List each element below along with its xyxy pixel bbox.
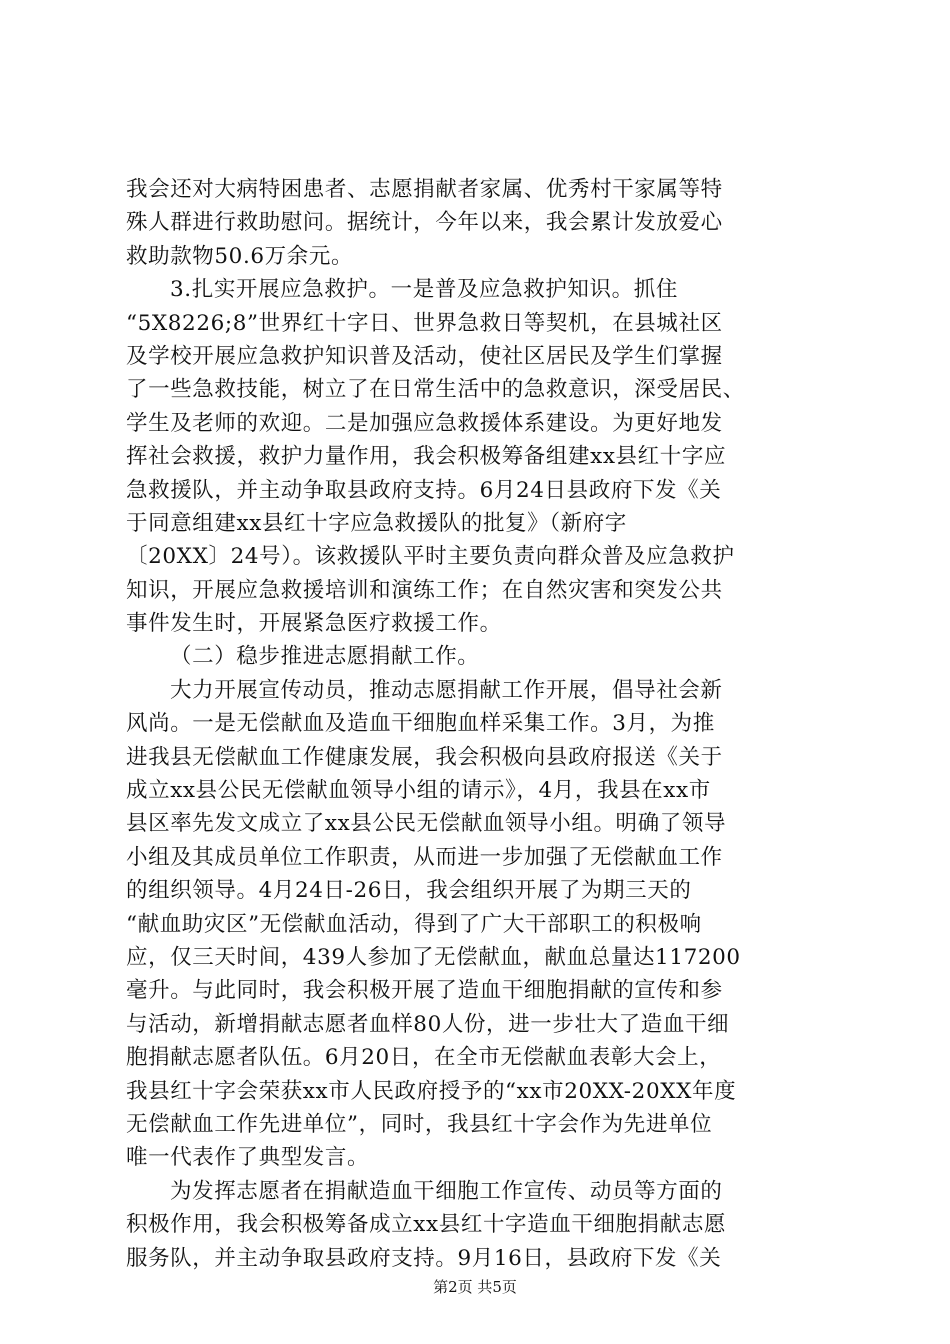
text-line: 成立xx县公民无偿献血领导小组的请示》，4月，我县在xx市 <box>126 778 711 804</box>
text-line: 无偿献血工作先进单位”，同时，我县红十字会作为先进单位 <box>126 1111 713 1137</box>
text-line: 的组织领导。4月24日-26日，我会组织开展了为期三天的 <box>126 878 692 904</box>
text-line: 我会还对大病特困患者、志愿捐献者家属、优秀村干家属等特 <box>126 177 723 202</box>
text-line: 县区率先发文成立了xx县公民无偿献血领导小组。明确了领导 <box>126 811 727 837</box>
text-line: 大力开展宣传动员，推动志愿捐献工作开展，倡导社会新 <box>170 677 723 703</box>
text-line: 殊人群进行救助慰问。据统计，今年以来，我会累计发放爱心 <box>126 210 723 236</box>
text-line: 了一些急救技能，树立了在日常生活中的急救意识，深受居民、 <box>126 377 745 403</box>
text-line: 积极作用，我会积极筹备成立xx县红十字造血干细胞捐献志愿 <box>126 1212 727 1238</box>
text-line: 3.扎实开展应急救护。一是普及应急救护知识。抓住 <box>170 277 678 303</box>
text-line: 唯一代表作了典型发言。 <box>126 1145 370 1171</box>
text-line: 风尚。一是无偿献血及造血干细胞血样采集工作。3月，为推 <box>126 711 715 737</box>
text-line: 毫升。与此同时，我会积极开展了造血干细胞捐献的宣传和参 <box>126 978 723 1004</box>
page-footer: 第2页 共5页 <box>433 1278 517 1296</box>
text-line: 救助款物50.6万余元。 <box>126 243 354 269</box>
text-line: 为发挥志愿者在捐献造血干细胞工作宣传、动员等方面的 <box>170 1178 723 1204</box>
text-line: 我县红十字会荣获xx市人民政府授予的“xx市20XX-20XX年度 <box>126 1078 737 1104</box>
text-line: （二）稳步推进志愿捐献工作。 <box>170 644 480 670</box>
text-line: 〔20XX〕24号）。该救援队平时主要负责向群众普及应急救护 <box>126 544 735 570</box>
text-line: 进我县无偿献血工作健康发展，我会积极向县政府报送《关于 <box>126 744 723 770</box>
document-body <box>126 173 826 1275</box>
text-line: 与活动，新增捐献志愿者血样80人份，进一步壮大了造血干细 <box>126 1011 730 1037</box>
text-line: 及学校开展应急救护知识普及活动，使社区居民及学生们掌握 <box>126 343 723 369</box>
text-line: 急救援队，并主动争取县政府支持。6月24日县政府下发《关 <box>126 477 722 503</box>
text-line: “献血助灾区”无偿献血活动，得到了广大干部职工的积极响 <box>126 911 702 937</box>
text-line: 学生及老师的欢迎。二是加强应急救援体系建设。为更好地发 <box>126 410 723 436</box>
text-line: 应，仅三天时间，439人参加了无偿献血，献血总量达117200 <box>126 944 741 970</box>
text-line: “5X8226;8”世界红十字日、世界急救日等契机，在县城社区 <box>126 310 723 336</box>
text-line: 小组及其成员单位工作职责，从而进一步加强了无偿献血工作 <box>126 844 723 870</box>
text-line: 知识，开展应急救援培训和演练工作；在自然灾害和突发公共 <box>126 577 723 603</box>
text-line: 胞捐献志愿者队伍。6月20日，在全市无偿献血表彰大会上， <box>126 1045 722 1071</box>
text-line: 服务队，并主动争取县政府支持。9月16日，县政府下发《关 <box>126 1245 722 1271</box>
text-line: 挥社会救援，救护力量作用，我会积极筹备组建xx县红十字应 <box>126 444 727 470</box>
text-line: 事件发生时，开展紧急医疗救援工作。 <box>126 611 502 637</box>
text-line: 于同意组建xx县红十字应急救援队的批复》（新府字 <box>126 510 627 536</box>
